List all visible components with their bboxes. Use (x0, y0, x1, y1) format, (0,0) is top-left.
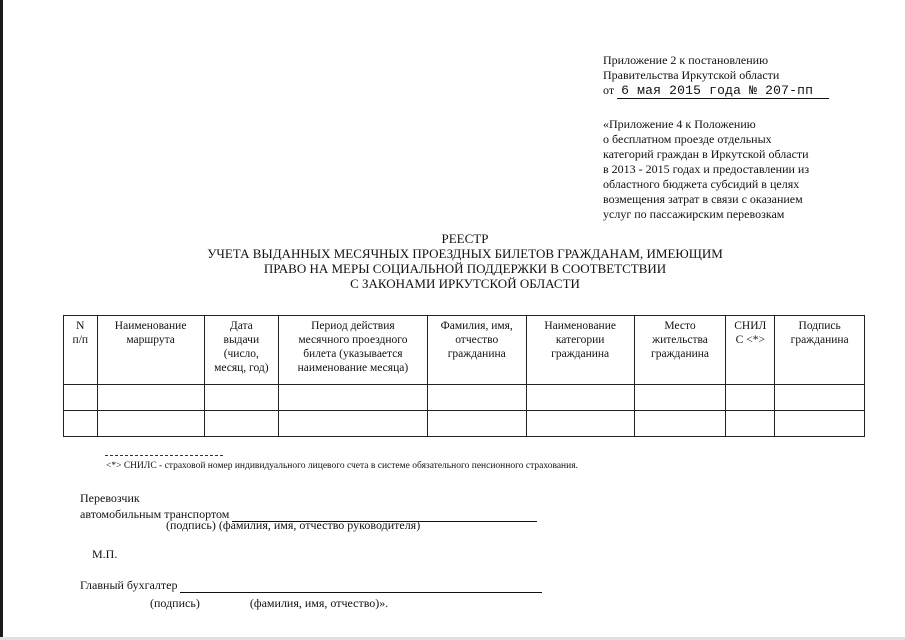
title-line-4: С ЗАКОНАМИ ИРКУТСКОЙ ОБЛАСТИ (350, 276, 580, 291)
table-row (64, 385, 865, 411)
annex-line: услуг по пассажирским перевозкам (603, 207, 785, 221)
carrier-signature-caption: (подпись) (фамилия, имя, отчество руководителя) (166, 518, 421, 532)
stamp-place: М.П. (92, 547, 118, 561)
annex-line: возмещения затрат в связи с оказанием (603, 192, 803, 206)
annex-line: категорий граждан в Иркутской области (603, 147, 809, 161)
column-header-signature: Подпись гражданина (775, 316, 865, 385)
footnote-separator (105, 455, 223, 456)
title-line-2: УЧЕТА ВЫДАННЫХ МЕСЯЧНЫХ ПРОЕЗДНЫХ БИЛЕТОВ ГРАЖДАНАМ, ИМЕЮЩИМ (207, 246, 723, 261)
title-line-3: ПРАВО НА МЕРЫ СОЦИАЛЬНОЙ ПОДДЕРЖКИ В СООТВЕТСТВИИ (263, 261, 667, 276)
header-line-1: Приложение 2 к постановлению (603, 53, 769, 67)
column-header-route: Наименование маршрута (97, 316, 204, 385)
accountant-caption-name: (фамилия, имя, отчество)». (249, 596, 389, 610)
table-cell (204, 385, 278, 411)
table-cell (279, 411, 428, 437)
resolution-header (603, 53, 843, 99)
table-cell (526, 385, 634, 411)
table-header-row (64, 316, 865, 385)
table-cell (97, 411, 204, 437)
header-line-2: Правительства Иркутской области (603, 68, 780, 82)
column-header-residence: Место жительства гражданина (634, 316, 726, 385)
table-cell (64, 411, 98, 437)
annex-line: областного бюджета субсидий в целях (603, 177, 800, 191)
date-prefix: от (603, 83, 615, 97)
column-header-validity-period: Период действия месячного проездного билета (указывается наименование месяца) (279, 316, 428, 385)
accountant-signature-row (80, 577, 542, 593)
carrier-label-1: Перевозчик (80, 491, 140, 505)
table-cell (204, 411, 278, 437)
title-line-1: РЕЕСТР (441, 231, 489, 246)
table-cell (726, 411, 775, 437)
table-cell (634, 411, 726, 437)
accountant-label: Главный бухгалтер (80, 578, 178, 592)
annex-line: в 2013 - 2015 годах и предоставлении из (603, 162, 810, 176)
document-title (140, 231, 790, 291)
registry-table (63, 315, 865, 437)
table-cell (427, 385, 526, 411)
column-header-snils: СНИЛ С <*> (726, 316, 775, 385)
table-cell (634, 385, 726, 411)
accountant-signature-line (180, 577, 542, 593)
scan-left-edge (0, 0, 3, 640)
table-cell (427, 411, 526, 437)
footnote-snils: <*> СНИЛС - страховой номер индивидуального лицевого счета в системе обязательного пенсионного страхования. (106, 461, 578, 471)
table-row (64, 411, 865, 437)
header-date-row (603, 83, 843, 99)
column-header-number: N п/п (64, 316, 98, 385)
annex-line: «Приложение 4 к Положению (603, 117, 756, 131)
column-header-category: Наименование категории гражданина (526, 316, 634, 385)
table-cell (526, 411, 634, 437)
table-cell (97, 385, 204, 411)
annex-line: о бесплатном проезде отдельных (603, 132, 772, 146)
date-value: 6 мая 2015 года № 207-пп (617, 83, 829, 99)
carrier-label-2: автомобильным транспортом (80, 507, 230, 521)
table-cell (775, 411, 865, 437)
accountant-caption-sign: (подпись) (150, 596, 200, 610)
table-cell (775, 385, 865, 411)
column-header-issue-date: Дата выдачи (число, месяц, год) (204, 316, 278, 385)
accountant-signature-caption (150, 596, 388, 611)
table-cell (279, 385, 428, 411)
table-cell (64, 385, 98, 411)
column-header-full-name: Фамилия, имя, отчество гражданина (427, 316, 526, 385)
table-cell (726, 385, 775, 411)
annex-reference (603, 117, 843, 222)
